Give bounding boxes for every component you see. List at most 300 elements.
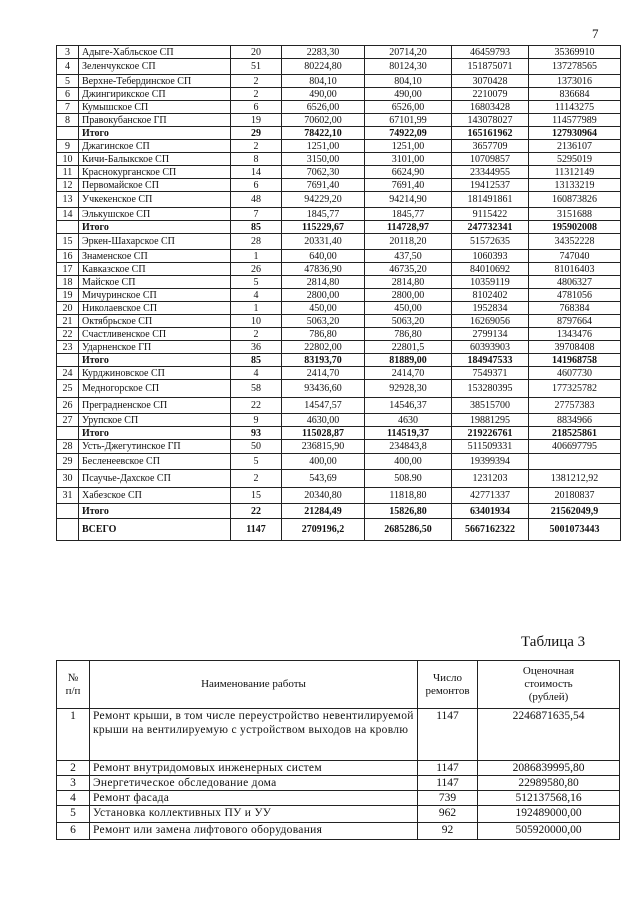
row-number-cell (57, 519, 79, 541)
cost-a-cell: 219226761 (452, 427, 529, 440)
work-name-cell: Ремонт крыши, в том числе переустройство невентилируемой крыши на вентилируемую с устройством выходов на кровлю (90, 709, 418, 761)
work-number-cell: 3 (57, 776, 90, 791)
cost-b-cell: 11143275 (529, 101, 621, 114)
repairs-count-cell: 8 (231, 153, 282, 166)
work-name-cell: Ремонт внутридомовых инженерных систем (90, 761, 418, 776)
work-count-cell: 962 (418, 806, 478, 823)
subtotal-row (57, 427, 621, 440)
row-number-cell: 15 (57, 234, 79, 250)
cost-b-cell: 8834966 (529, 414, 621, 427)
cost-b-cell: 768384 (529, 302, 621, 315)
cost-a-cell: 10359119 (452, 276, 529, 289)
table-row (57, 761, 620, 776)
settlement-name-cell: Элькушское СП (79, 208, 231, 221)
cost-b-cell: 2136107 (529, 140, 621, 153)
table-row (57, 59, 621, 75)
works-table-header (57, 661, 620, 709)
area-a-cell: 450,00 (282, 302, 365, 315)
repairs-count-cell: 22 (231, 398, 282, 414)
area-b-cell: 92928,30 (365, 380, 452, 398)
settlement-name-cell: Краснокурганское СП (79, 166, 231, 179)
header-num (57, 661, 90, 709)
repairs-count-cell: 1147 (231, 519, 282, 541)
repairs-count-cell: 2 (231, 328, 282, 341)
row-number-cell: 22 (57, 328, 79, 341)
cost-b-cell: 1343476 (529, 328, 621, 341)
repairs-count-cell: 19 (231, 114, 282, 127)
table-row (57, 179, 621, 192)
table-row (57, 114, 621, 127)
table-row (57, 75, 621, 88)
cost-b-cell: 27757383 (529, 398, 621, 414)
row-number-cell: 11 (57, 166, 79, 179)
table-row (57, 806, 620, 823)
row-number-cell: 25 (57, 380, 79, 398)
settlement-name-cell: Счастливенское СП (79, 328, 231, 341)
table-row (57, 398, 621, 414)
table-row (57, 302, 621, 315)
cost-b-cell: 13133219 (529, 179, 621, 192)
area-a-cell: 83193,70 (282, 354, 365, 367)
header-count: Число ремонтов (418, 661, 478, 709)
table-row (57, 208, 621, 221)
area-b-cell: 14546,37 (365, 398, 452, 414)
area-b-cell: 804,10 (365, 75, 452, 88)
row-number-cell (57, 127, 79, 140)
work-number-cell: 2 (57, 761, 90, 776)
cost-a-cell: 63401934 (452, 504, 529, 519)
area-b-cell: 5063,20 (365, 315, 452, 328)
repairs-count-cell: 9 (231, 414, 282, 427)
settlement-name-cell: Итого (79, 354, 231, 367)
settlement-name-cell: Николаевское СП (79, 302, 231, 315)
area-a-cell: 14547,57 (282, 398, 365, 414)
area-b-cell: 786,80 (365, 328, 452, 341)
area-a-cell: 2800,00 (282, 289, 365, 302)
settlement-name-cell: Ударненское ГП (79, 341, 231, 354)
work-cost-cell: 22989580,80 (478, 776, 620, 791)
header-name: Наименование работы (90, 661, 418, 709)
header-num-line2: п/п (65, 684, 81, 697)
area-b-cell: 234843,8 (365, 440, 452, 454)
row-number-cell: 24 (57, 367, 79, 380)
cost-b-cell: 747040 (529, 250, 621, 263)
area-b-cell: 450,00 (365, 302, 452, 315)
row-number-cell: 9 (57, 140, 79, 153)
cost-a-cell: 38515700 (452, 398, 529, 414)
area-b-cell: 6526,00 (365, 101, 452, 114)
row-number-cell: 3 (57, 46, 79, 59)
area-b-cell: 2685286,50 (365, 519, 452, 541)
settlement-name-cell: Преградненское СП (79, 398, 231, 414)
settlement-name-cell: Эркен-Шахарское СП (79, 234, 231, 250)
row-number-cell: 17 (57, 263, 79, 276)
repairs-count-cell: 51 (231, 59, 282, 75)
repairs-count-cell: 5 (231, 454, 282, 470)
row-number-cell: 10 (57, 153, 79, 166)
cost-b-cell: 81016403 (529, 263, 621, 276)
cost-a-cell: 1231203 (452, 470, 529, 488)
cost-a-cell: 10709857 (452, 153, 529, 166)
area-a-cell: 5063,20 (282, 315, 365, 328)
page-number: 7 (592, 26, 599, 41)
cost-a-cell: 19399394 (452, 454, 529, 470)
repairs-count-cell: 20 (231, 46, 282, 59)
cost-a-cell: 2799134 (452, 328, 529, 341)
repairs-count-cell: 29 (231, 127, 282, 140)
cost-a-cell: 9115422 (452, 208, 529, 221)
work-cost-cell: 512137568,16 (478, 791, 620, 806)
area-a-cell: 804,10 (282, 75, 365, 88)
cost-a-cell: 1952834 (452, 302, 529, 315)
area-a-cell: 115229,67 (282, 221, 365, 234)
area-a-cell: 4630,00 (282, 414, 365, 427)
cost-a-cell: 143078027 (452, 114, 529, 127)
table-row (57, 341, 621, 354)
table-row (57, 367, 621, 380)
area-b-cell: 80124,30 (365, 59, 452, 75)
cost-a-cell: 5667162322 (452, 519, 529, 541)
work-number-cell: 6 (57, 823, 90, 840)
repairs-count-cell: 2 (231, 75, 282, 88)
cost-a-cell: 1060393 (452, 250, 529, 263)
area-a-cell: 3150,00 (282, 153, 365, 166)
row-number-cell: 28 (57, 440, 79, 454)
area-b-cell: 508.90 (365, 470, 452, 488)
subtotal-row (57, 127, 621, 140)
repairs-count-cell: 28 (231, 234, 282, 250)
settlement-name-cell: Мичуринское СП (79, 289, 231, 302)
cost-b-cell: 20180837 (529, 488, 621, 504)
table-row (57, 709, 620, 761)
table-row (57, 166, 621, 179)
settlement-name-cell: Правокубанское ГП (79, 114, 231, 127)
settlement-name-cell: Кавказское СП (79, 263, 231, 276)
area-a-cell: 21284,49 (282, 504, 365, 519)
area-a-cell: 490,00 (282, 88, 365, 101)
cost-a-cell: 51572635 (452, 234, 529, 250)
area-a-cell: 1251,00 (282, 140, 365, 153)
work-count-cell: 1147 (418, 776, 478, 791)
cost-a-cell: 8102402 (452, 289, 529, 302)
table-row (57, 328, 621, 341)
area-b-cell: 22801,5 (365, 341, 452, 354)
cost-a-cell: 3657709 (452, 140, 529, 153)
area-b-cell: 74922,09 (365, 127, 452, 140)
area-a-cell: 7691,40 (282, 179, 365, 192)
area-a-cell: 236815,90 (282, 440, 365, 454)
cost-b-cell: 4781056 (529, 289, 621, 302)
settlement-name-cell: Первомайское СП (79, 179, 231, 192)
area-b-cell: 20714,20 (365, 46, 452, 59)
cost-b-cell: 406697795 (529, 440, 621, 454)
cost-a-cell: 23344955 (452, 166, 529, 179)
settlement-name-cell: ВСЕГО (79, 519, 231, 541)
cost-b-cell: 5295019 (529, 153, 621, 166)
repairs-count-cell: 2 (231, 88, 282, 101)
header-cost-line1: Оценочная (522, 665, 575, 677)
table-row (57, 414, 621, 427)
settlement-name-cell: Итого (79, 127, 231, 140)
row-number-cell: 12 (57, 179, 79, 192)
work-cost-cell: 505920000,00 (478, 823, 620, 840)
cost-a-cell: 16803428 (452, 101, 529, 114)
table3-caption: Таблица 3 (521, 634, 586, 650)
cost-b-cell: 1381212,92 (529, 470, 621, 488)
area-a-cell: 7062,30 (282, 166, 365, 179)
table-row (57, 380, 621, 398)
row-number-cell: 20 (57, 302, 79, 315)
settlement-name-cell: Бесленеевское СП (79, 454, 231, 470)
cost-a-cell: 46459793 (452, 46, 529, 59)
cost-a-cell: 511509331 (452, 440, 529, 454)
settlement-name-cell: Зеленчукское СП (79, 59, 231, 75)
repairs-count-cell: 2 (231, 470, 282, 488)
work-count-cell: 1147 (418, 709, 478, 761)
repairs-count-cell: 85 (231, 354, 282, 367)
area-b-cell: 114519,37 (365, 427, 452, 440)
area-b-cell: 2800,00 (365, 289, 452, 302)
repairs-count-cell: 93 (231, 427, 282, 440)
table-row (57, 488, 621, 504)
repairs-count-cell: 7 (231, 208, 282, 221)
work-number-cell: 1 (57, 709, 90, 761)
row-number-cell: 29 (57, 454, 79, 470)
settlement-name-cell: Усть-Джегутинское ГП (79, 440, 231, 454)
table-row (57, 289, 621, 302)
repairs-count-cell: 10 (231, 315, 282, 328)
work-name-cell: Ремонт фасада (90, 791, 418, 806)
cost-a-cell: 153280395 (452, 380, 529, 398)
area-a-cell: 640,00 (282, 250, 365, 263)
settlement-name-cell: Урупское СП (79, 414, 231, 427)
repairs-count-cell: 26 (231, 263, 282, 276)
table-row (57, 46, 621, 59)
area-b-cell: 400,00 (365, 454, 452, 470)
area-a-cell: 2709196,2 (282, 519, 365, 541)
area-a-cell: 80224,80 (282, 59, 365, 75)
row-number-cell: 16 (57, 250, 79, 263)
cost-b-cell: 4806327 (529, 276, 621, 289)
cost-b-cell: 21562049,9 (529, 504, 621, 519)
area-b-cell: 437,50 (365, 250, 452, 263)
area-b-cell: 81889,00 (365, 354, 452, 367)
cost-b-cell: 35369910 (529, 46, 621, 59)
repairs-count-cell: 14 (231, 166, 282, 179)
row-number-cell: 23 (57, 341, 79, 354)
area-a-cell: 70602,00 (282, 114, 365, 127)
row-number-cell: 6 (57, 88, 79, 101)
area-b-cell: 3101,00 (365, 153, 452, 166)
settlement-name-cell: Итого (79, 427, 231, 440)
cost-a-cell: 2210079 (452, 88, 529, 101)
area-a-cell: 94229,20 (282, 192, 365, 208)
repairs-count-cell: 22 (231, 504, 282, 519)
works-table (56, 660, 620, 840)
cost-a-cell: 42771337 (452, 488, 529, 504)
work-name-cell: Ремонт или замена лифтового оборудования (90, 823, 418, 840)
settlement-name-cell: Майское СП (79, 276, 231, 289)
cost-b-cell: 218525861 (529, 427, 621, 440)
municipal-summary-table (56, 45, 621, 541)
settlement-name-cell: Итого (79, 504, 231, 519)
table-row (57, 101, 621, 114)
table-row (57, 454, 621, 470)
row-number-cell (57, 427, 79, 440)
cost-b-cell: 11312149 (529, 166, 621, 179)
cost-a-cell: 184947533 (452, 354, 529, 367)
settlement-name-cell: Знаменское СП (79, 250, 231, 263)
row-number-cell: 31 (57, 488, 79, 504)
cost-b-cell: 160873826 (529, 192, 621, 208)
header-num-line1: № (67, 671, 79, 684)
table-row (57, 440, 621, 454)
work-name-cell: Установка коллективных ПУ и УУ (90, 806, 418, 823)
table-row (57, 470, 621, 488)
repairs-count-cell: 4 (231, 289, 282, 302)
table-row (57, 153, 621, 166)
repairs-count-cell: 6 (231, 101, 282, 114)
table-row (57, 192, 621, 208)
repairs-count-cell: 58 (231, 380, 282, 398)
row-number-cell (57, 504, 79, 519)
settlement-name-cell: Учкекенское СП (79, 192, 231, 208)
area-b-cell: 2814,80 (365, 276, 452, 289)
settlement-name-cell: Верхне-Тебердинское СП (79, 75, 231, 88)
row-number-cell (57, 354, 79, 367)
area-a-cell: 786,80 (282, 328, 365, 341)
cost-a-cell: 19412537 (452, 179, 529, 192)
settlement-name-cell: Кумышское СП (79, 101, 231, 114)
work-count-cell: 92 (418, 823, 478, 840)
work-name-cell: Энергетическое обследование дома (90, 776, 418, 791)
row-number-cell: 19 (57, 289, 79, 302)
area-b-cell: 114728,97 (365, 221, 452, 234)
repairs-count-cell: 36 (231, 341, 282, 354)
work-cost-cell: 2086839995,80 (478, 761, 620, 776)
area-a-cell: 2414,70 (282, 367, 365, 380)
work-count-cell: 1147 (418, 761, 478, 776)
work-count-cell: 739 (418, 791, 478, 806)
table-row (57, 315, 621, 328)
repairs-count-cell: 48 (231, 192, 282, 208)
cost-a-cell: 16269056 (452, 315, 529, 328)
area-a-cell: 20331,40 (282, 234, 365, 250)
table-row (57, 250, 621, 263)
cost-b-cell (529, 454, 621, 470)
cost-b-cell: 177325782 (529, 380, 621, 398)
header-cost (478, 661, 620, 709)
area-b-cell: 67101,99 (365, 114, 452, 127)
cost-b-cell: 4607730 (529, 367, 621, 380)
area-a-cell: 20340,80 (282, 488, 365, 504)
cost-a-cell: 247732341 (452, 221, 529, 234)
work-number-cell: 4 (57, 791, 90, 806)
repairs-count-cell: 6 (231, 179, 282, 192)
area-b-cell: 15826,80 (365, 504, 452, 519)
settlement-name-cell: Кичи-Балыкское СП (79, 153, 231, 166)
table-row (57, 823, 620, 840)
area-b-cell: 1251,00 (365, 140, 452, 153)
table-row (57, 263, 621, 276)
subtotal-row (57, 221, 621, 234)
area-b-cell: 7691,40 (365, 179, 452, 192)
repairs-count-cell: 15 (231, 488, 282, 504)
repairs-count-cell: 1 (231, 250, 282, 263)
area-b-cell: 94214,90 (365, 192, 452, 208)
settlement-name-cell: Итого (79, 221, 231, 234)
work-cost-cell: 2246871635,54 (478, 709, 620, 761)
row-number-cell: 18 (57, 276, 79, 289)
row-number-cell: 13 (57, 192, 79, 208)
area-a-cell: 400,00 (282, 454, 365, 470)
cost-b-cell: 3151688 (529, 208, 621, 221)
work-cost-cell: 192489000,00 (478, 806, 620, 823)
area-b-cell: 1845,77 (365, 208, 452, 221)
cost-a-cell: 3070428 (452, 75, 529, 88)
cost-a-cell: 165161962 (452, 127, 529, 140)
area-b-cell: 20118,20 (365, 234, 452, 250)
row-number-cell: 14 (57, 208, 79, 221)
repairs-count-cell: 4 (231, 367, 282, 380)
cost-b-cell: 195902008 (529, 221, 621, 234)
row-number-cell: 5 (57, 75, 79, 88)
cost-a-cell: 151875071 (452, 59, 529, 75)
repairs-count-cell: 5 (231, 276, 282, 289)
area-a-cell: 47836,90 (282, 263, 365, 276)
settlement-name-cell: Октябрьское СП (79, 315, 231, 328)
area-b-cell: 11818,80 (365, 488, 452, 504)
area-b-cell: 2414,70 (365, 367, 452, 380)
settlement-name-cell: Джингирикское СП (79, 88, 231, 101)
area-a-cell: 543,69 (282, 470, 365, 488)
row-number-cell: 26 (57, 398, 79, 414)
area-b-cell: 6624,90 (365, 166, 452, 179)
cost-b-cell: 39708408 (529, 341, 621, 354)
subtotal-row (57, 504, 621, 519)
cost-a-cell: 60393903 (452, 341, 529, 354)
row-number-cell: 27 (57, 414, 79, 427)
repairs-count-cell: 2 (231, 140, 282, 153)
cost-b-cell: 114577989 (529, 114, 621, 127)
work-number-cell: 5 (57, 806, 90, 823)
repairs-count-cell: 85 (231, 221, 282, 234)
cost-b-cell: 34352228 (529, 234, 621, 250)
row-number-cell: 21 (57, 315, 79, 328)
settlement-name-cell: Джагинское СП (79, 140, 231, 153)
table-row (57, 776, 620, 791)
grand-total-row (57, 519, 621, 541)
table-row (57, 791, 620, 806)
table-row (57, 276, 621, 289)
area-b-cell: 46735,20 (365, 263, 452, 276)
area-a-cell: 22802,00 (282, 341, 365, 354)
repairs-count-cell: 1 (231, 302, 282, 315)
area-a-cell: 2814,80 (282, 276, 365, 289)
cost-b-cell: 1373016 (529, 75, 621, 88)
area-a-cell: 115028,87 (282, 427, 365, 440)
header-cost-line2: стоимость (524, 678, 573, 690)
area-a-cell: 93436,60 (282, 380, 365, 398)
area-b-cell: 4630 (365, 414, 452, 427)
cost-b-cell: 137278565 (529, 59, 621, 75)
table-row (57, 140, 621, 153)
table-row (57, 234, 621, 250)
subtotal-row (57, 354, 621, 367)
settlement-name-cell: Хабезское СП (79, 488, 231, 504)
settlement-name-cell: Адыге-Хабльское СП (79, 46, 231, 59)
header-cost-line3: (рублей) (528, 691, 569, 703)
